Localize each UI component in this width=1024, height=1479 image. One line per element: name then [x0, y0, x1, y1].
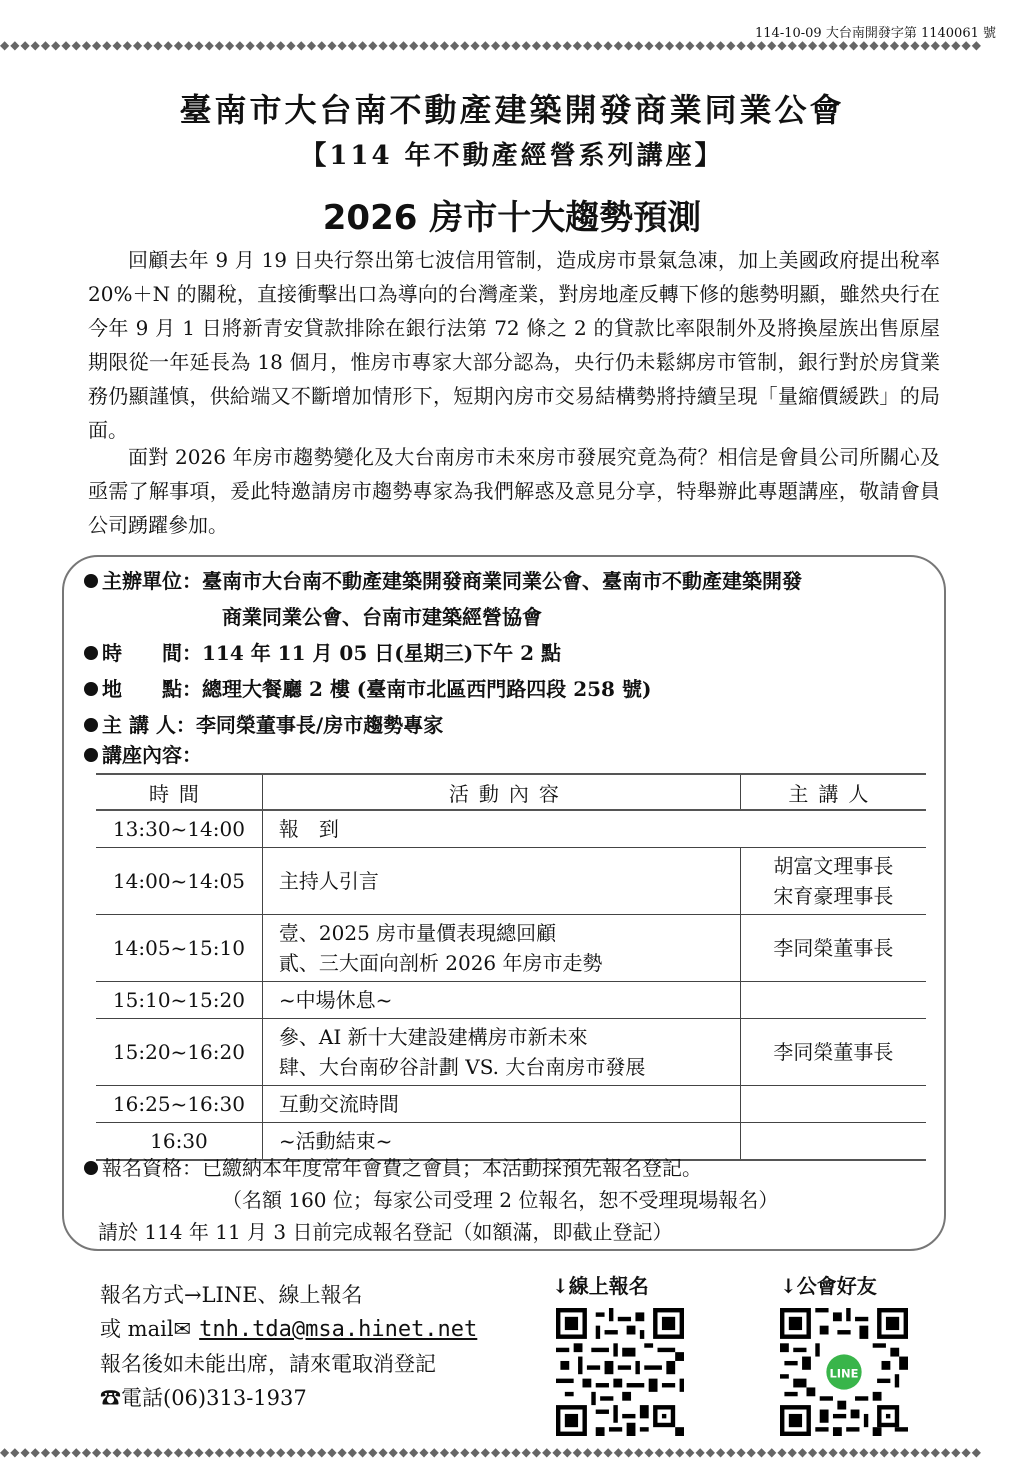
schedule-header-row	[96, 774, 926, 810]
qualification-text: 報名資格：已繳納本年度常年會費之會員；本活動採預先報名登記。	[102, 1156, 702, 1180]
phone-line: ☎電話(06)313-1937	[100, 1386, 307, 1410]
qualification-row	[84, 1152, 702, 1184]
bullet-icon	[84, 646, 98, 660]
row-speaker	[740, 848, 926, 915]
series-subtitle: 【114 年不動產經營系列講座】	[300, 141, 724, 171]
content-line: 主持人引言	[278, 869, 379, 893]
line-badge-text: LINE	[829, 1366, 859, 1381]
organizer-row	[84, 563, 802, 599]
speaker-line: 宋育豪理事長	[773, 884, 894, 908]
time-label: 時 間：	[102, 641, 202, 665]
organizer-label: 主辦單位：	[102, 569, 202, 593]
row-time: 16:25~16:30	[96, 1086, 262, 1123]
content-line: 互動交流時間	[278, 1092, 399, 1116]
bullet-icon	[84, 748, 98, 762]
intro-paragraph-1: 回顧去年 9 月 19 日央行祭出第七波信用管制，造成房市景氣急凍，加上美國政府提出稅率 20%＋N 的關稅，直接衝擊出口為導向的台灣產業，對房地產反轉下修的態勢明顯，雖然央行在今年 9 月 1 日將新青安貸款排除在銀行法第 72 條之 2 的貸款比率限制外及將換屋族出售原屋期限從一年延長為 18 個月，惟房市專家大部分認為，央行仍未鬆綁房市管制，銀行對於房貸業務仍顯謹慎，供給端又不斷增加情形下，短期內房市交易結構勢將持續呈現「量縮價緩跌」的局面。	[88, 248, 940, 442]
diamond-divider-bottom: ◆◆◆◆◆◆◆◆◆◆◆◆◆◆◆◆◆◆◆◆◆◆◆◆◆◆◆◆◆◆◆◆◆◆◆◆◆◆◆◆◆◆◆◆◆◆◆◆◆◆◆◆◆◆◆◆◆◆◆◆◆◆◆◆◆◆◆◆◆◆◆◆◆◆◆◆◆◆◆◆◆◆◆◆◆◆◆◆◆◆◆◆◆◆◆◆	[0, 1445, 982, 1459]
row-time: 16:30	[96, 1123, 262, 1161]
organizer-value-line1: 臺南市大台南不動產建築開發商業同業公會、臺南市不動產建築開發	[202, 569, 802, 593]
table-row	[96, 1086, 926, 1123]
speaker-line: 李同榮董事長	[773, 936, 894, 960]
table-row	[96, 848, 926, 915]
document-number: 114-10-09 大台南開發字第 1140061 號	[755, 26, 996, 41]
mail-line	[100, 1312, 477, 1347]
table-row	[96, 915, 926, 982]
row-speaker	[740, 915, 926, 982]
place-label: 地 點：	[102, 677, 202, 701]
content-line: 參、AI 新十大建設建構房市新未來	[278, 1025, 588, 1049]
row-speaker	[740, 1086, 926, 1123]
bullet-icon	[84, 574, 98, 588]
row-content	[262, 848, 740, 915]
bullet-icon	[84, 682, 98, 696]
table-row	[96, 1019, 926, 1086]
row-time: 15:10~15:20	[96, 982, 262, 1019]
organizer-value-line2: 商業同業公會、台南市建築經營協會	[222, 605, 542, 629]
online-signup-label: ↓線上報名	[552, 1274, 649, 1298]
row-speaker	[740, 1019, 926, 1086]
header-content: 活動內容	[262, 774, 740, 810]
speaker-line: 李同榮董事長	[773, 1040, 894, 1064]
content-line: 壹、2025 房市量價表現總回顧	[278, 921, 557, 945]
content-line: 貳、三大面向剖析 2026 年房市走勢	[278, 951, 603, 975]
cancel-note: 報名後如未能出席，請來電取消登記	[100, 1352, 436, 1376]
signup-method: 報名方式→LINE、線上報名	[100, 1283, 363, 1307]
bullet-icon	[84, 1161, 98, 1175]
content-line: 肆、大台南矽谷計劃 VS. 大台南房市發展	[278, 1055, 646, 1079]
row-time: 14:05~15:10	[96, 915, 262, 982]
content-line: ~活動結束~	[278, 1129, 393, 1153]
intro-paragraph-2: 面對 2026 年房市趨勢變化及大台南房市未來房市發展究竟為荷？相信是會員公司所關心及亟需了解事項，爰此特邀請房市趨勢專家為我們解惑及意見分享，特舉辦此專題講座，敬請會員公司踴躍參加。	[88, 445, 940, 537]
table-row	[96, 810, 926, 848]
content-line: 報 到	[278, 817, 339, 841]
schedule-table	[96, 773, 926, 1161]
place-value: 總理大餐廳 2 樓 (臺南市北區西門路四段 258 號)	[202, 677, 652, 701]
content-label: 講座內容：	[102, 743, 202, 767]
header-time: 時間	[96, 774, 262, 810]
row-content	[262, 810, 740, 848]
line-friend-label: ↓公會好友	[780, 1274, 877, 1298]
quota-text: （名額 160 位；每家公司受理 2 位報名，恕不受理現場報名）	[222, 1188, 779, 1212]
content-row	[84, 737, 202, 773]
association-title: 臺南市大台南不動產建築開發商業同業公會	[179, 91, 845, 129]
deadline-text: 請於 114 年 11 月 3 日前完成報名登記（如額滿，即截止登記）	[98, 1220, 673, 1244]
email-link[interactable]: tnh.tda@msa.hinet.net	[199, 1317, 478, 1342]
row-time: 13:30~14:00	[96, 810, 262, 848]
row-speaker	[740, 1123, 926, 1161]
row-time: 15:20~16:20	[96, 1019, 262, 1086]
speaker-label: 主 講 人：	[102, 713, 196, 737]
mail-prefix: 或 mail✉	[100, 1317, 192, 1341]
row-time: 14:00~14:05	[96, 848, 262, 915]
row-speaker	[740, 810, 926, 848]
signup-info	[100, 1278, 477, 1415]
row-content	[262, 1019, 740, 1086]
speaker-line: 胡富文理事長	[773, 854, 894, 878]
online-signup-qr-code[interactable]	[556, 1308, 684, 1436]
diamond-divider-top: ◆◆◆◆◆◆◆◆◆◆◆◆◆◆◆◆◆◆◆◆◆◆◆◆◆◆◆◆◆◆◆◆◆◆◆◆◆◆◆◆◆◆◆◆◆◆◆◆◆◆◆◆◆◆◆◆◆◆◆◆◆◆◆◆◆◆◆◆◆◆◆◆◆◆◆◆◆◆◆◆◆◆◆◆◆◆◆◆◆◆◆◆◆◆◆◆	[0, 38, 982, 52]
bullet-icon	[84, 718, 98, 732]
row-content	[262, 1086, 740, 1123]
content-line: ~中場休息~	[278, 988, 393, 1012]
speaker-value: 李同榮董事長/房市趨勢專家	[195, 713, 444, 737]
row-content	[262, 915, 740, 982]
lecture-headline: 2026 房市十大趨勢預測	[322, 198, 702, 238]
line-friend-qr-code[interactable]	[780, 1308, 908, 1436]
header-speaker: 主講人	[740, 774, 926, 810]
table-row	[96, 982, 926, 1019]
time-value: 114 年 11 月 05 日(星期三)下午 2 點	[202, 641, 561, 665]
time-row	[84, 635, 561, 671]
row-speaker	[740, 982, 926, 1019]
place-row	[84, 671, 651, 707]
row-content	[262, 982, 740, 1019]
